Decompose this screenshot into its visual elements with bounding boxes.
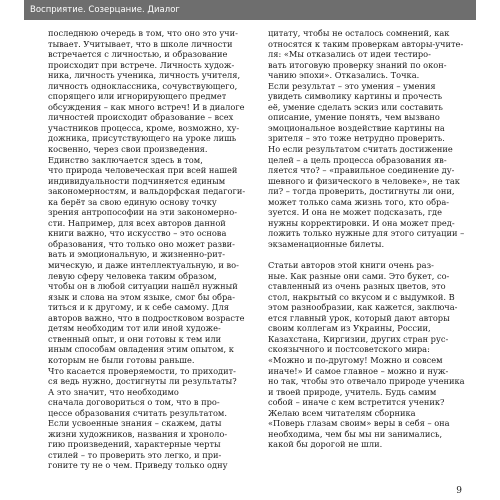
text-line: ляется что? – «правильное соединение ду-	[268, 165, 455, 176]
text-line: своим коллегам из Украины, России,	[268, 323, 431, 334]
text-line: необходима, чем бы мы ни занимались,	[268, 428, 443, 439]
text-line: образования, что только оно может разви-	[48, 238, 235, 249]
text-line: шевного и физического в человеке», не так	[268, 175, 460, 186]
text-line: Что касается проверяемости, то приходит-	[48, 365, 236, 376]
text-line: ли? – тогда проверить, достигнуты ли они,	[268, 186, 455, 197]
text-line: какой бы дорогой не шли.	[268, 439, 383, 450]
text-line: тывает. Учитывает, что в школе личности	[48, 38, 233, 49]
page-number: 9	[456, 486, 462, 496]
text-line: ется главный урок, который дают авторы	[268, 312, 450, 323]
text-line: последнюю очередь в том, что оно это учи-	[48, 28, 238, 38]
text-line: вать итоговую проверку знаний по окон-	[268, 59, 447, 70]
text-line: собой – иначе с кем встретится ученик?	[268, 397, 445, 408]
text-line: ся ведь нужно, достигнуты ли результаты?	[48, 376, 237, 387]
text-line: «Можно и по-другому! Можно и совсем	[268, 354, 443, 365]
text-line: Статьи авторов этой книги очень раз-	[268, 260, 434, 271]
text-line: экзаменационные билеты.	[268, 238, 385, 249]
text-line: мическую, и даже интеллектуальную, и во-	[48, 260, 239, 271]
running-header-title: Восприятие. Созерцание. Диалог	[30, 5, 180, 15]
text-line: зрения антропософии на эти закономерно-	[48, 207, 238, 218]
text-line: чтобы он в любой ситуации нашёл нужный	[48, 281, 238, 292]
text-line: ника, личность ученика, личность учителя,	[48, 70, 241, 81]
right-column	[268, 28, 476, 450]
text-line	[268, 249, 476, 260]
text-line: скоязычного и постсоветского мира:	[268, 344, 430, 355]
text-line: иначе!» И самое главное – можно и нуж-	[268, 365, 449, 376]
text-line: Единство заключается здесь в том,	[48, 154, 203, 165]
text-line: цессе образования считать результатом.	[48, 407, 227, 418]
text-line: авторов важно, что в подростковом возрасте	[48, 312, 245, 323]
text-line: вать и эмоциональную, и жизненно-рит-	[48, 249, 226, 260]
text-line: индивидуальности подчиняется единым	[48, 175, 226, 186]
text-line: ственный опыт, и они готовы к тем или	[48, 333, 222, 344]
text-line: ные. Как разные они сами. Это букет, со-	[268, 270, 450, 281]
text-line: ставленный из очень разных цветов, это	[268, 281, 446, 292]
text-line: стилей – то проверить это легко, и при-	[48, 449, 222, 460]
text-line: может только сама жизнь того, кто обра-	[268, 196, 450, 207]
text-line: относятся к таким проверкам авторы-учите-	[268, 38, 464, 49]
text-line: происходит при встрече. Личность худож-	[48, 59, 235, 70]
text-line: книги важно, что искусство – это основа	[48, 228, 227, 239]
text-line: встречается с личностью, и образование	[48, 49, 228, 60]
text-line: сти. Например, для всех авторов данной	[48, 217, 226, 228]
text-line: целей – а цель процесса образования яв-	[268, 154, 447, 165]
text-line: эмоциональное воздействие картины на	[268, 122, 445, 133]
text-line: ложить только нужные для этого ситуации –	[268, 228, 465, 239]
text-line: участников процесса, кроме, возможно, ху-	[48, 122, 240, 133]
text-line: личность одноклассника, сочувствующего,	[48, 80, 238, 91]
text-line: закономерностям, и вальдорфская педагоги-	[48, 186, 246, 197]
text-line: Если результат – это умения – умения	[268, 80, 436, 91]
text-line: этом разнообразии, как кажется, заключа-	[268, 302, 458, 313]
text-line: гию произведений, характерные черты	[48, 439, 221, 450]
text-line: описание, умение понять, чем вызвано	[268, 112, 440, 123]
text-line: дожника, присутствующего на уроке лишь	[48, 133, 237, 144]
text-line: А это значит, что необходимо	[48, 386, 179, 397]
text-line: увидеть символику картины и прочесть	[268, 91, 443, 102]
text-line: стол, накрытый со вкусом и с выдумкой. В	[268, 291, 455, 302]
text-line: Желаю всем читателям сборника	[268, 407, 416, 418]
text-line: цитату, чтобы не осталось сомнений, как	[268, 28, 450, 38]
text-line: Если усвоенные знания – скажем, даты	[48, 418, 222, 429]
text-line: личностей происходит образование – всех	[48, 112, 234, 123]
text-line: которым не были готовы раньше.	[48, 354, 195, 365]
text-line: обсуждения – как много встреч! И в диалоге	[48, 101, 245, 112]
text-line: зрителя – это тоже нетрудно проверить.	[268, 133, 445, 144]
text-line: детям необходим тот или иной художе-	[48, 323, 221, 334]
text-line: титься и к другому, и к себе самому. Для	[48, 302, 229, 313]
text-line: и твоей природе, учитель. Будь самим	[268, 386, 437, 397]
text-line: язык и слова на этом языке, смог бы обра-	[48, 291, 235, 302]
text-line: иным способам овладения этим опытом, к	[48, 344, 234, 355]
text-line: Казахстана, Киргизии, других стран рус-	[268, 333, 449, 344]
text-line: но так, чтобы это отвечало природе ученика	[268, 376, 465, 387]
running-header	[24, 0, 476, 20]
left-column	[48, 28, 258, 471]
text-line: зуется. И она не может подсказать, где	[268, 207, 442, 218]
text-line: «Поверь глазам своим» веры в себя – она	[268, 418, 450, 429]
text-line: ка берёт за свою единую основу точку	[48, 196, 217, 207]
text-line: жизни художников, названия и хроноло-	[48, 428, 228, 439]
text-line: левую сферу человека таким образом,	[48, 270, 217, 281]
text-line: спорящего или игнорирующего предмет	[48, 91, 227, 102]
text-line: нужны корректировки. И она может пред-	[268, 217, 455, 228]
text-line: чанию эпохи». Отказались. Точка.	[268, 70, 420, 81]
text-line: сначала договориться о том, что в про-	[48, 397, 220, 408]
text-line: что природа человеческая при всей нашей	[48, 165, 238, 176]
text-line: косвенно, через свои произведения.	[48, 144, 208, 155]
text-line: гоните ту не о чем. Приведу только одну	[48, 460, 228, 471]
text-line: её, умение сделать эскиз или составить	[268, 101, 443, 112]
text-line: Но если результатом считать достижение	[268, 144, 453, 155]
text-line: ля: «Мы отказались от идеи тестиро-	[268, 49, 431, 60]
